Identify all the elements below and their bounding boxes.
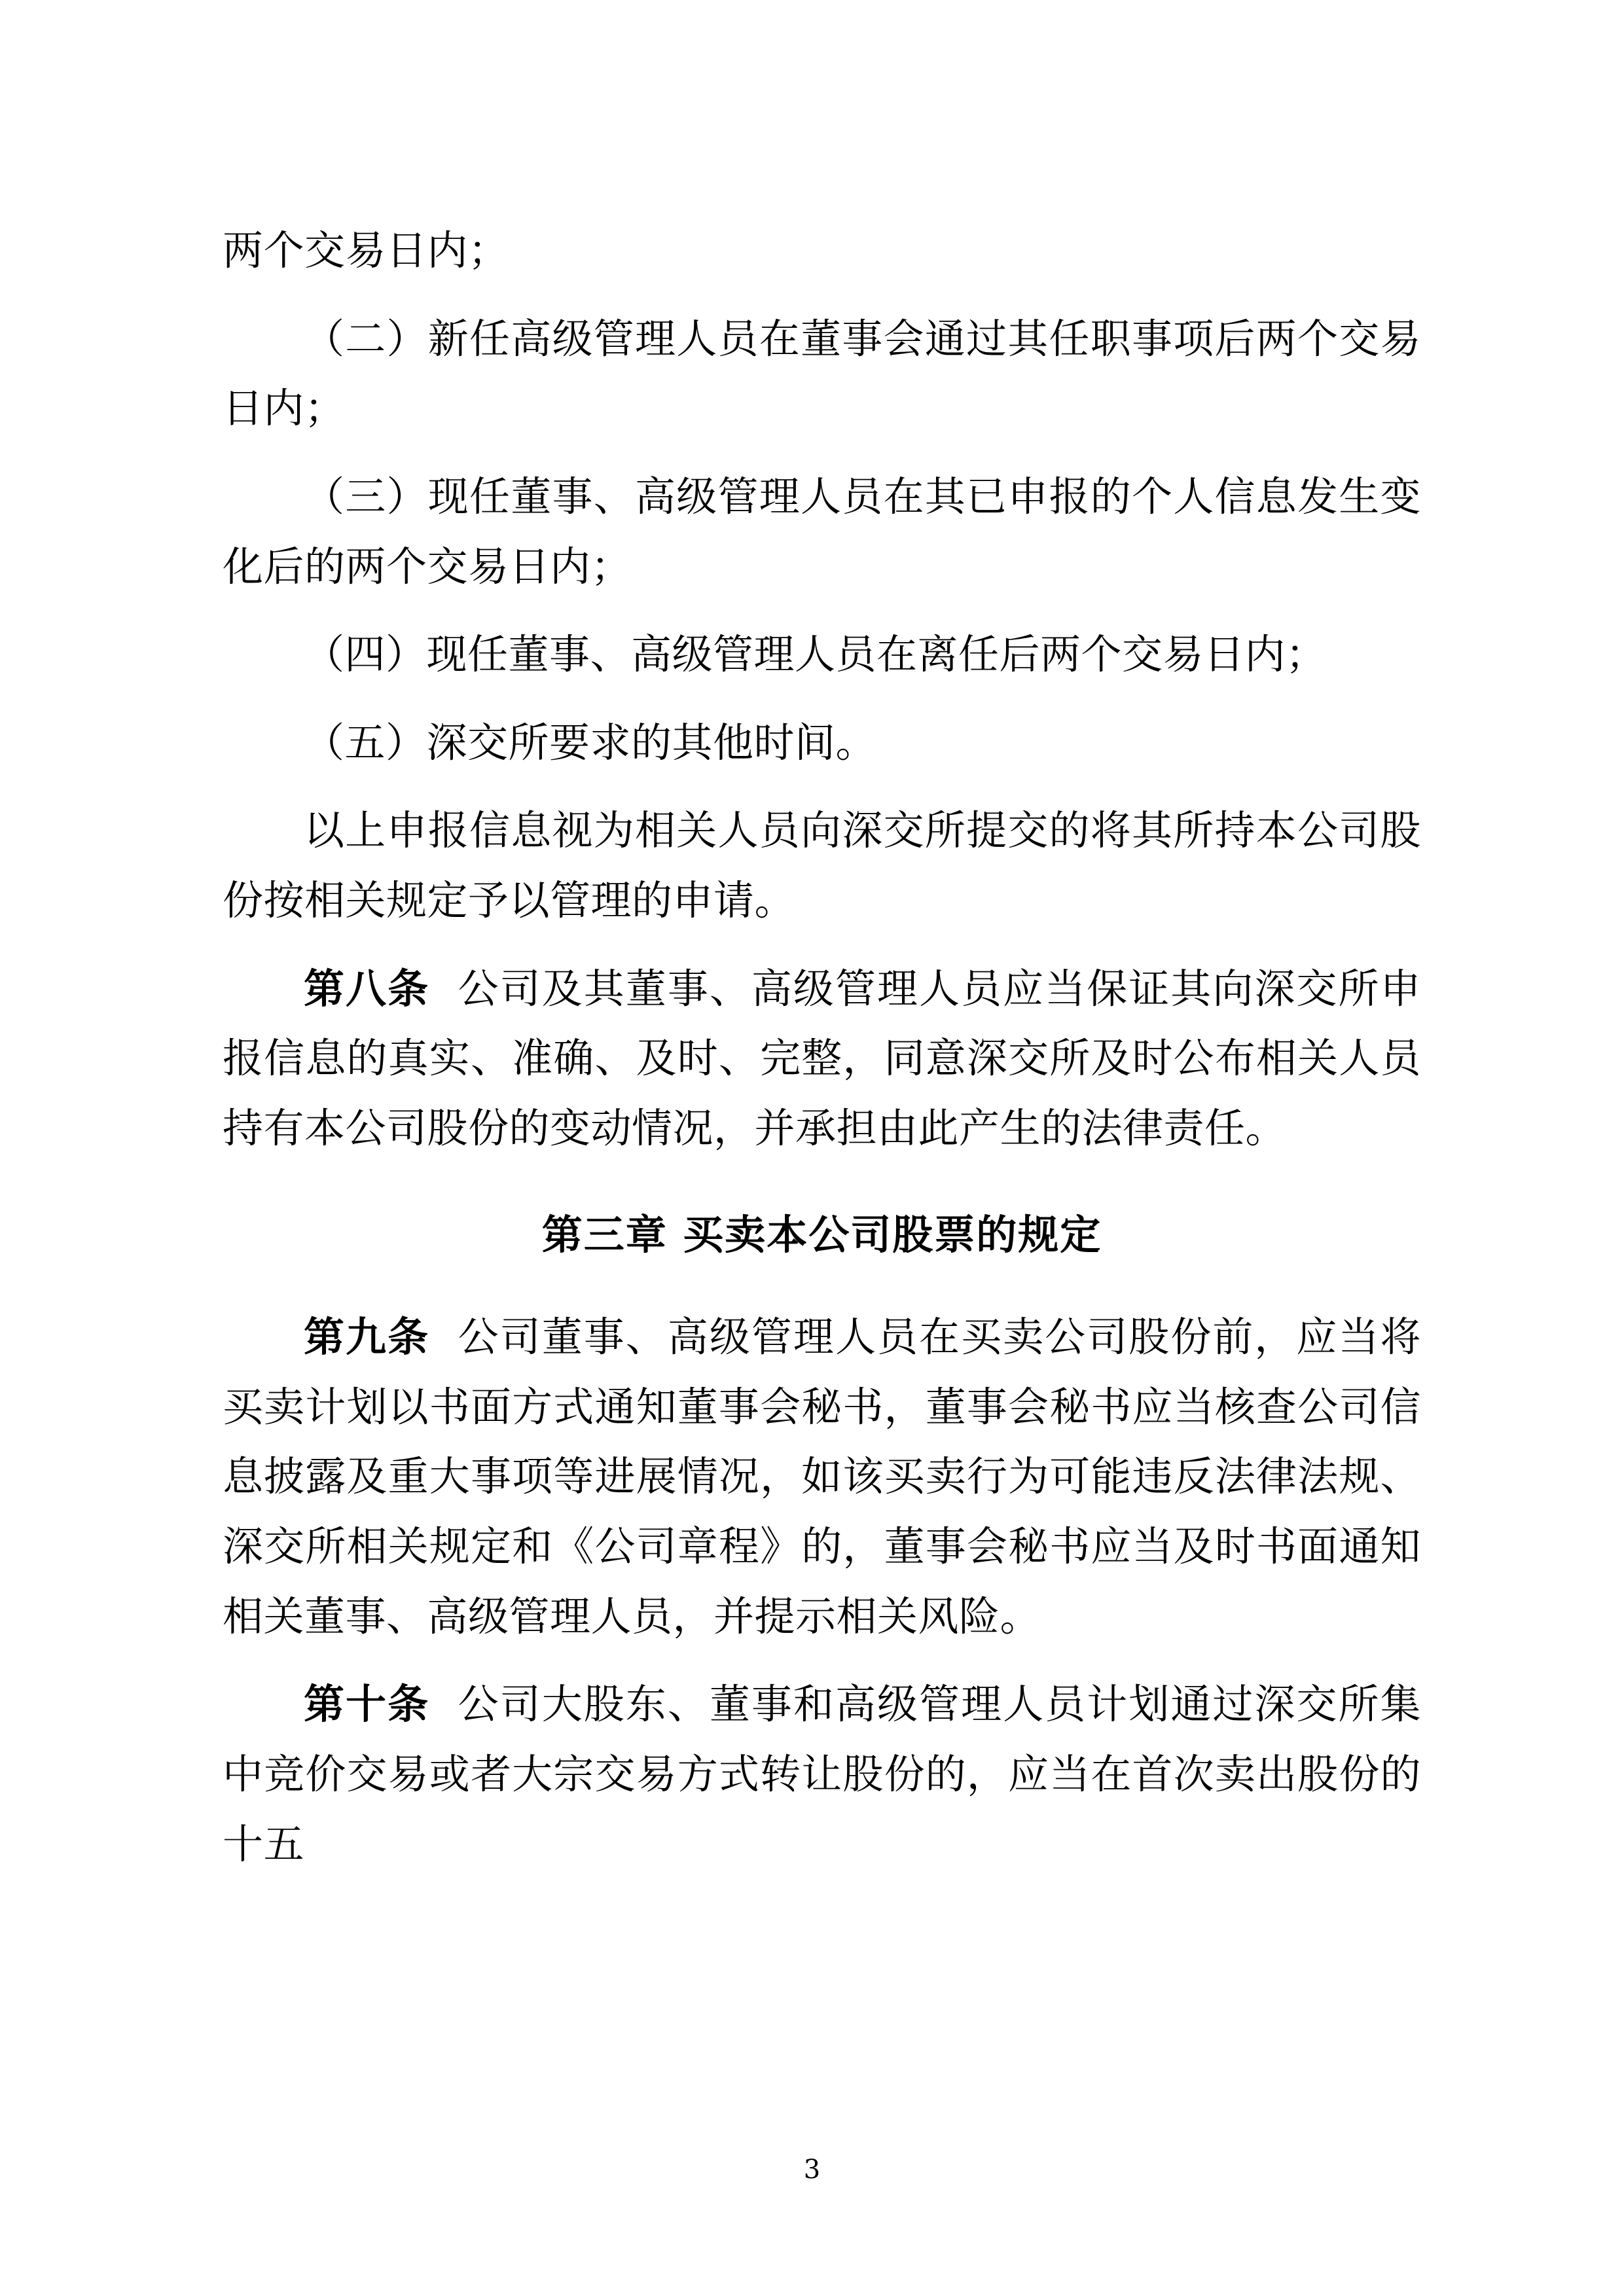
paragraph-continuation: 两个交易日内；: [223, 226, 509, 274]
article-9-text: 公司董事、高级管理人员在买卖公司股份前，应当将买卖计划以书面方式通知董事会秘书，董事会秘书应当核查公司信息披露及重大事项等进展情况，如该买卖行为可能违反法律法规、深交所相关规定和《公司章程》的，董事会秘书应当及时书面通知相关董事、高级管理人员，并提示相关风险。: [223, 1313, 1421, 1640]
article-10-spacer: [429, 1680, 458, 1728]
article-9: [223, 1302, 1421, 1651]
article-8: [223, 954, 1421, 1164]
article-10: [223, 1670, 1421, 1879]
article-10-text: 公司大股东、董事和高级管理人员计划通过深交所集中竞价交易或者大宗交易方式转让股份的，应当在首次卖出股份的十五: [223, 1680, 1421, 1868]
article-8-text: 公司及其董事、高级管理人员应当保证其向深交所申报信息的真实、准确、及时、完整，同意深交所及时公布相关人员持有本公司股份的变动情况，并承担由此产生的法律责任。: [223, 964, 1421, 1152]
article-9-spacer: [429, 1313, 458, 1361]
article-10-label: 第十条: [304, 1680, 430, 1729]
paragraph-summary: 以上申报信息视为相关人员向深交所提交的将其所持本公司股份按相关规定予以管理的申请。: [223, 806, 1421, 924]
chapter-3-heading: 第三章 买卖本公司股票的规定: [541, 1210, 1102, 1259]
list-item-clause-4: （四）现任董事、高级管理人员在离任后两个交易日内；: [304, 630, 1327, 679]
article-8-spacer: [429, 965, 458, 1013]
list-item-clause-3: （三）现任董事、高级管理人员在其已申报的个人信息发生变化后的两个交易日内；: [223, 472, 1421, 590]
document-body: [223, 216, 1421, 1879]
list-item-clause-5: （五）深交所要求的其他时间。: [304, 718, 877, 766]
article-9-label: 第九条: [304, 1313, 430, 1361]
page-number: 3: [803, 2155, 821, 2185]
article-8-label: 第八条: [304, 964, 430, 1013]
list-item-clause-2: （二）新任高级管理人员在董事会通过其任职事项后两个交易日内；: [223, 314, 1421, 433]
